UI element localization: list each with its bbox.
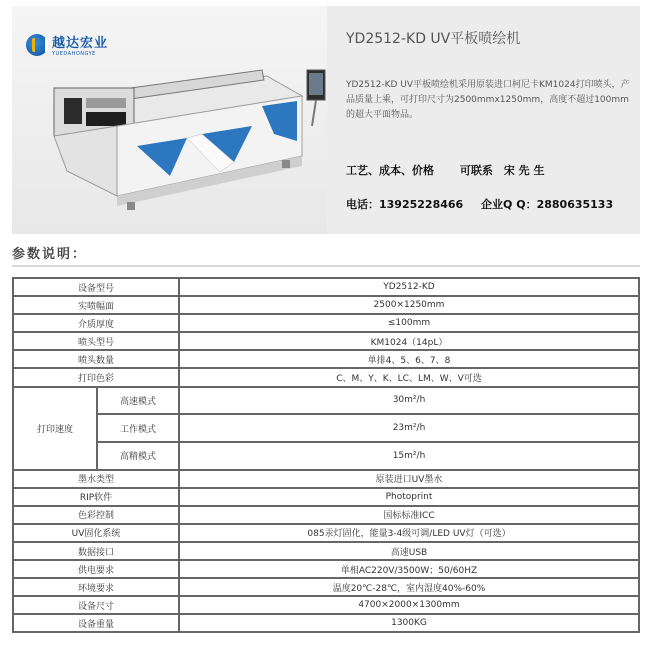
contact-qq: 企业Q Q：2880635133 — [481, 198, 614, 211]
spec-label: 色彩控制 — [13, 506, 179, 524]
spec-value: 温度20℃-28℃，室内湿度40%-60% — [179, 578, 639, 596]
product-description: YD2512-KD UV平板喷绘机采用原装进口柯尼卡KM1024打印喷头，产品质量上乘，可打印尺寸为2500mmx1250mm，高度不超过100mm的超大平面物品。 — [346, 80, 630, 120]
table-row — [13, 278, 639, 296]
spec-value: 单相AC220V/3500W；50/60HZ — [179, 560, 639, 578]
spec-value: 085汞灯固化，能量3-4级可调/LED UV灯（可选） — [179, 524, 639, 542]
table-row — [13, 314, 639, 332]
table-row — [13, 368, 639, 386]
spec-label: 打印色彩 — [13, 368, 179, 386]
spec-label: 喷头型号 — [13, 332, 179, 350]
contact-services: 工艺、成本、价格 — [346, 164, 434, 177]
product-photo — [12, 6, 327, 234]
table-row — [13, 560, 639, 578]
spec-value: 4700×2000×1300mm — [179, 596, 639, 614]
section-title: 参数说明： — [12, 247, 88, 262]
spec-label: 供电要求 — [13, 560, 179, 578]
product-title: YD2512-KD UV平板喷绘机 — [346, 31, 521, 47]
spec-value: 单排4、5、6、7、8 — [179, 350, 639, 368]
spec-value: YD2512-KD — [179, 278, 639, 296]
table-row — [13, 524, 639, 542]
brand-name: 越达宏业 — [52, 36, 109, 51]
table-row — [13, 506, 639, 524]
spec-value: C、M、Y、K、LC、LM、W、V可选 — [179, 368, 639, 386]
table-row — [13, 387, 639, 415]
spec-label: 环境要求 — [13, 578, 179, 596]
contact-services-line — [346, 162, 567, 178]
spec-value: 原装进口UV墨水 — [179, 470, 639, 488]
spec-value: ≤100mm — [179, 314, 639, 332]
spec-value: 23m²/h — [179, 414, 639, 442]
spec-value: Photoprint — [179, 488, 639, 506]
table-row — [13, 614, 639, 632]
section-divider — [12, 265, 640, 267]
table-row — [13, 542, 639, 560]
spec-table — [12, 277, 640, 633]
contact-phone: 电话：13925228466 — [346, 198, 464, 211]
spec-sub-label: 工作模式 — [97, 414, 179, 442]
spec-value: 30m²/h — [179, 387, 639, 415]
spec-label: 设备型号 — [13, 278, 179, 296]
spec-sub-label: 高精模式 — [97, 442, 179, 470]
table-row — [13, 332, 639, 350]
spec-value: 15m²/h — [179, 442, 639, 470]
table-row — [13, 296, 639, 314]
table-row — [13, 470, 639, 488]
table-row — [13, 414, 639, 442]
spec-sub-label: 高速模式 — [97, 387, 179, 415]
spec-label: 数据接口 — [13, 542, 179, 560]
contact-phone-line — [346, 196, 627, 212]
table-row — [13, 596, 639, 614]
spec-label: 设备尺寸 — [13, 596, 179, 614]
spec-label: 实喷幅面 — [13, 296, 179, 314]
table-row — [13, 578, 639, 596]
uv-printer-image — [12, 6, 327, 234]
spec-value: 1300KG — [179, 614, 639, 632]
product-info — [342, 6, 640, 234]
contact-person: 可联系 宋 先 生 — [459, 164, 545, 177]
spec-label: 介质厚度 — [13, 314, 179, 332]
spec-label: 墨水类型 — [13, 470, 179, 488]
table-row — [13, 350, 639, 368]
spec-label: 喷头数量 — [13, 350, 179, 368]
spec-value: KM1024（14pL） — [179, 332, 639, 350]
brand-name-en: YUEDAHONGYE — [52, 51, 96, 57]
table-row — [13, 488, 639, 506]
spec-value: 高速USB — [179, 542, 639, 560]
spec-label: UV固化系统 — [13, 524, 179, 542]
spec-value: 国标标准ICC — [179, 506, 639, 524]
product-banner — [12, 6, 640, 234]
table-row — [13, 442, 639, 470]
spec-label: RIP软件 — [13, 488, 179, 506]
spec-group-label: 打印速度 — [13, 387, 97, 470]
spec-value: 2500×1250mm — [179, 296, 639, 314]
spec-label: 设备重量 — [13, 614, 179, 632]
